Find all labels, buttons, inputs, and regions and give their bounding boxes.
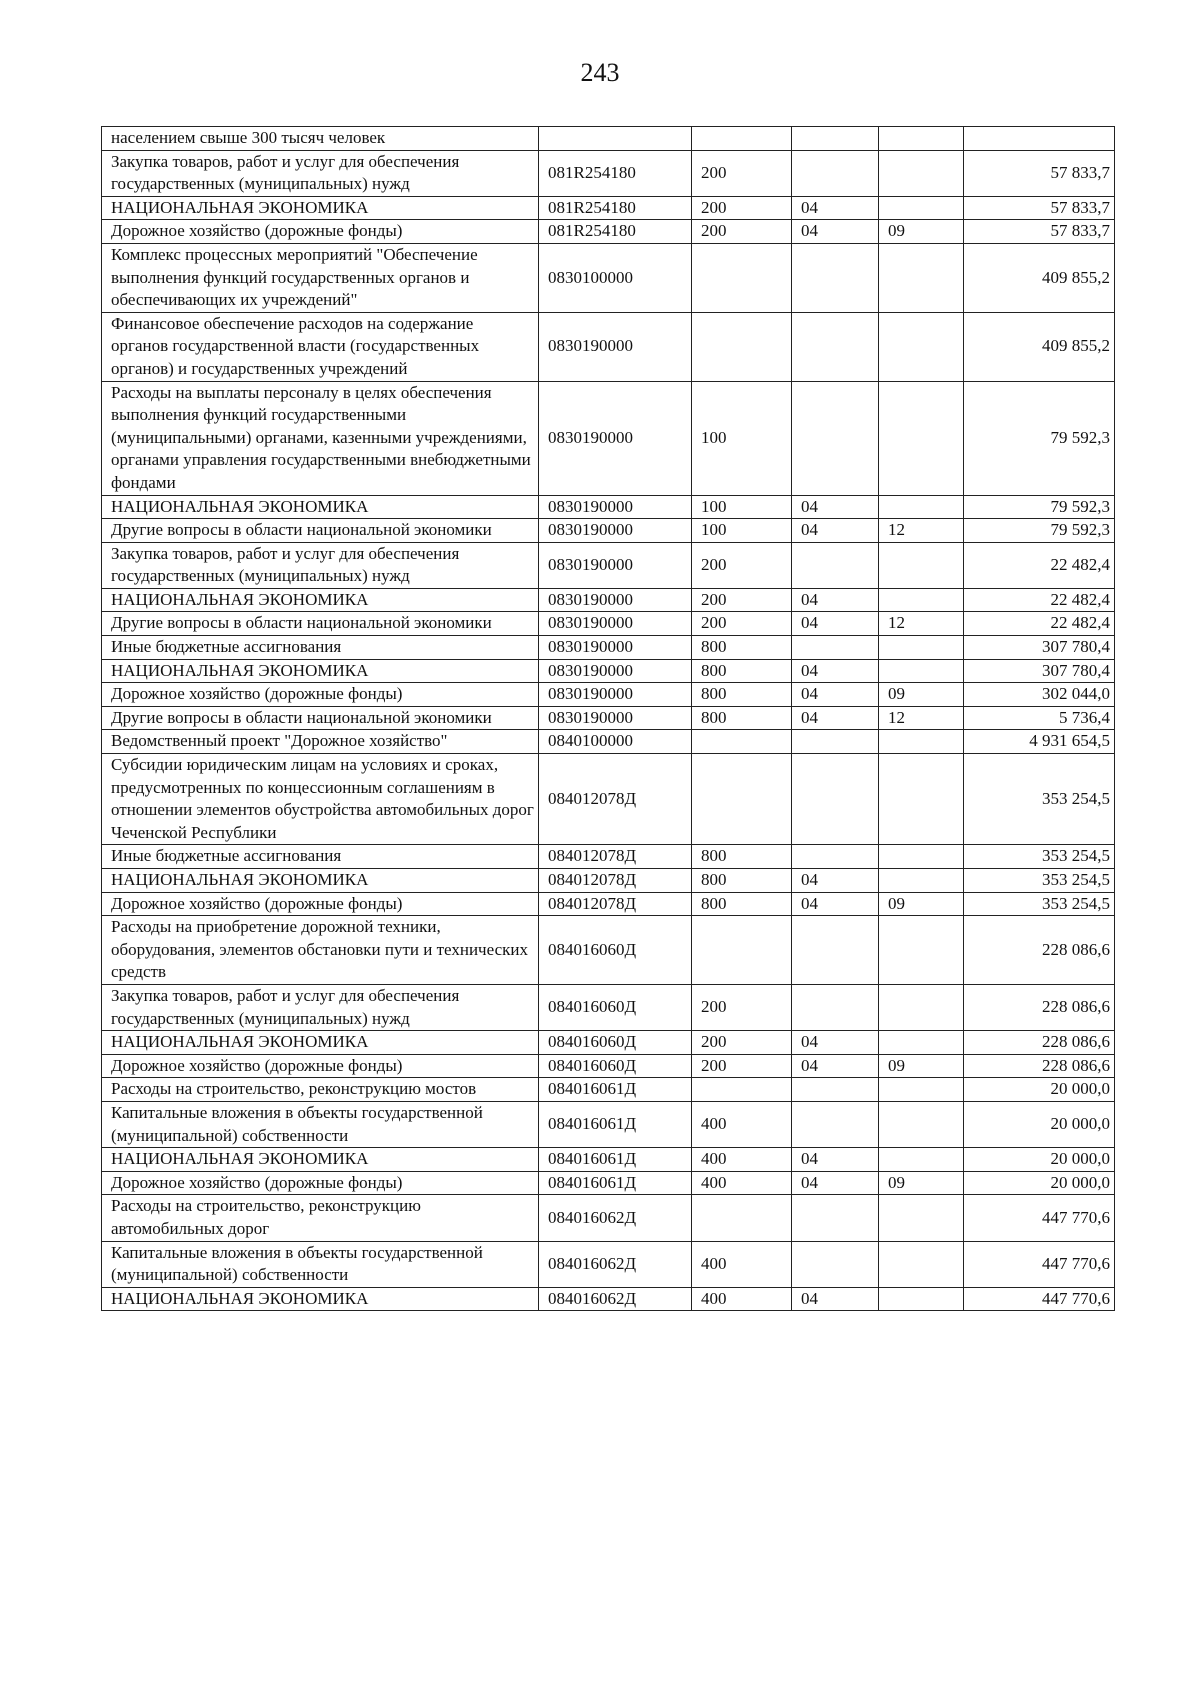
table-row (102, 1241, 1115, 1287)
row-name-cell: Ведомственный проект "Дорожное хозяйство" (102, 730, 539, 754)
amount-cell: 353 254,5 (964, 869, 1115, 893)
section-code-cell: 04 (792, 659, 879, 683)
target-article-code-cell: 0830190000 (539, 519, 692, 543)
section-code-cell: 04 (792, 869, 879, 893)
amount-cell: 409 855,2 (964, 243, 1115, 312)
target-article-code-cell: 0830100000 (539, 243, 692, 312)
target-article-code-cell: 084016061Д (539, 1148, 692, 1172)
section-code-cell: 04 (792, 196, 879, 220)
row-name-cell: Иные бюджетные ассигнования (102, 636, 539, 660)
expense-type-code-cell: 400 (692, 1287, 792, 1311)
table-row (102, 845, 1115, 869)
row-name-cell: населением свыше 300 тысяч человек (102, 127, 539, 151)
subsection-code-cell: 09 (879, 892, 964, 916)
table-row (102, 1148, 1115, 1172)
expense-type-code-cell: 200 (692, 1031, 792, 1055)
section-code-cell: 04 (792, 612, 879, 636)
row-name-cell: Расходы на выплаты персоналу в целях обеспечения выполнения функций государственными (муниципальными) органами, казенными учреждениями, органами управления государственными внебюджетными фондами (102, 381, 539, 495)
amount-cell: 447 770,6 (964, 1287, 1115, 1311)
expense-type-code-cell: 200 (692, 196, 792, 220)
table-row (102, 1171, 1115, 1195)
subsection-code-cell (879, 659, 964, 683)
amount-cell: 20 000,0 (964, 1171, 1115, 1195)
expense-type-code-cell: 800 (692, 659, 792, 683)
row-name-cell: Финансовое обеспечение расходов на содержание органов государственной власти (государственных органов) и государственных учреждений (102, 312, 539, 381)
expense-type-code-cell (692, 243, 792, 312)
page-number: 243 (580, 58, 620, 87)
row-name-cell: Закупка товаров, работ и услуг для обеспечения государственных (муниципальных) нужд (102, 984, 539, 1030)
target-article-code-cell: 084016060Д (539, 1031, 692, 1055)
amount-cell: 5 736,4 (964, 706, 1115, 730)
target-article-code-cell: 0830190000 (539, 588, 692, 612)
target-article-code-cell: 084012078Д (539, 754, 692, 845)
section-code-cell (792, 312, 879, 381)
target-article-code-cell: 0830190000 (539, 683, 692, 707)
subsection-code-cell (879, 869, 964, 893)
row-name-cell: Расходы на приобретение дорожной техники, оборудования, элементов обстановки пути и технических средств (102, 916, 539, 985)
row-name-cell: НАЦИОНАЛЬНАЯ ЭКОНОМИКА (102, 588, 539, 612)
table-row (102, 196, 1115, 220)
amount-cell: 302 044,0 (964, 683, 1115, 707)
section-code-cell (792, 1195, 879, 1241)
target-article-code-cell: 081R254180 (539, 196, 692, 220)
table-row (102, 683, 1115, 707)
expense-type-code-cell: 200 (692, 612, 792, 636)
subsection-code-cell (879, 127, 964, 151)
table-row (102, 730, 1115, 754)
amount-cell: 307 780,4 (964, 659, 1115, 683)
row-name-cell: Расходы на строительство, реконструкцию автомобильных дорог (102, 1195, 539, 1241)
subsection-code-cell (879, 845, 964, 869)
row-name-cell: Дорожное хозяйство (дорожные фонды) (102, 892, 539, 916)
subsection-code-cell (879, 984, 964, 1030)
expense-type-code-cell: 400 (692, 1148, 792, 1172)
expense-type-code-cell: 200 (692, 588, 792, 612)
target-article-code-cell: 0830190000 (539, 381, 692, 495)
row-name-cell: НАЦИОНАЛЬНАЯ ЭКОНОМИКА (102, 869, 539, 893)
amount-cell: 57 833,7 (964, 150, 1115, 196)
subsection-code-cell (879, 312, 964, 381)
target-article-code-cell: 0830190000 (539, 612, 692, 636)
target-article-code-cell: 084012078Д (539, 845, 692, 869)
section-code-cell (792, 916, 879, 985)
section-code-cell (792, 127, 879, 151)
table-row (102, 1031, 1115, 1055)
table-row (102, 706, 1115, 730)
expense-type-code-cell: 200 (692, 542, 792, 588)
section-code-cell: 04 (792, 1171, 879, 1195)
section-code-cell: 04 (792, 683, 879, 707)
subsection-code-cell: 12 (879, 706, 964, 730)
target-article-code-cell: 0830190000 (539, 636, 692, 660)
row-name-cell: Закупка товаров, работ и услуг для обеспечения государственных (муниципальных) нужд (102, 150, 539, 196)
subsection-code-cell (879, 150, 964, 196)
amount-cell: 353 254,5 (964, 892, 1115, 916)
target-article-code-cell: 0830190000 (539, 495, 692, 519)
expense-type-code-cell (692, 754, 792, 845)
target-article-code-cell: 0830190000 (539, 542, 692, 588)
target-article-code-cell: 0830190000 (539, 659, 692, 683)
expense-type-code-cell (692, 916, 792, 985)
target-article-code-cell: 081R254180 (539, 220, 692, 244)
section-code-cell (792, 1241, 879, 1287)
amount-cell: 353 254,5 (964, 845, 1115, 869)
row-name-cell: НАЦИОНАЛЬНАЯ ЭКОНОМИКА (102, 1287, 539, 1311)
expense-type-code-cell: 800 (692, 683, 792, 707)
expense-type-code-cell (692, 730, 792, 754)
expense-type-code-cell: 400 (692, 1241, 792, 1287)
row-name-cell: НАЦИОНАЛЬНАЯ ЭКОНОМИКА (102, 659, 539, 683)
expense-type-code-cell: 200 (692, 1054, 792, 1078)
row-name-cell: Субсидии юридическим лицам на условиях и сроках, предусмотренных по концессионным соглашениям в отношении элементов обустройства автомобильных дорог Чеченской Республики (102, 754, 539, 845)
row-name-cell: НАЦИОНАЛЬНАЯ ЭКОНОМИКА (102, 1031, 539, 1055)
row-name-cell: Дорожное хозяйство (дорожные фонды) (102, 683, 539, 707)
table-row (102, 892, 1115, 916)
subsection-code-cell: 09 (879, 683, 964, 707)
amount-cell: 307 780,4 (964, 636, 1115, 660)
subsection-code-cell (879, 1101, 964, 1147)
row-name-cell: Капитальные вложения в объекты государственной (муниципальной) собственности (102, 1101, 539, 1147)
target-article-code-cell: 084012078Д (539, 869, 692, 893)
table-row (102, 1101, 1115, 1147)
subsection-code-cell (879, 243, 964, 312)
expense-type-code-cell: 800 (692, 706, 792, 730)
subsection-code-cell: 09 (879, 1171, 964, 1195)
amount-cell: 228 086,6 (964, 1031, 1115, 1055)
table-row (102, 1054, 1115, 1078)
target-article-code-cell: 084016060Д (539, 984, 692, 1030)
expense-type-code-cell (692, 312, 792, 381)
section-code-cell (792, 636, 879, 660)
amount-cell: 57 833,7 (964, 220, 1115, 244)
section-code-cell: 04 (792, 588, 879, 612)
section-code-cell (792, 1101, 879, 1147)
table-row (102, 984, 1115, 1030)
row-name-cell: Дорожное хозяйство (дорожные фонды) (102, 1054, 539, 1078)
target-article-code-cell: 084016061Д (539, 1078, 692, 1102)
expense-type-code-cell: 400 (692, 1101, 792, 1147)
amount-cell: 228 086,6 (964, 916, 1115, 985)
amount-cell: 79 592,3 (964, 495, 1115, 519)
amount-cell: 447 770,6 (964, 1241, 1115, 1287)
amount-cell: 79 592,3 (964, 381, 1115, 495)
section-code-cell (792, 243, 879, 312)
subsection-code-cell (879, 1241, 964, 1287)
amount-cell: 20 000,0 (964, 1148, 1115, 1172)
subsection-code-cell (879, 1195, 964, 1241)
section-code-cell: 04 (792, 220, 879, 244)
table-row (102, 916, 1115, 985)
subsection-code-cell (879, 754, 964, 845)
expense-type-code-cell: 200 (692, 220, 792, 244)
amount-cell: 20 000,0 (964, 1101, 1115, 1147)
subsection-code-cell (879, 542, 964, 588)
table-row (102, 754, 1115, 845)
expense-type-code-cell: 400 (692, 1171, 792, 1195)
amount-cell: 22 482,4 (964, 612, 1115, 636)
table-row (102, 869, 1115, 893)
target-article-code-cell: 0840100000 (539, 730, 692, 754)
target-article-code-cell: 084016061Д (539, 1101, 692, 1147)
row-name-cell: Комплекс процессных мероприятий "Обеспечение выполнения функций государственных органов и обеспечивающих их учреждений" (102, 243, 539, 312)
section-code-cell (792, 845, 879, 869)
table-row (102, 1195, 1115, 1241)
amount-cell: 353 254,5 (964, 754, 1115, 845)
row-name-cell: НАЦИОНАЛЬНАЯ ЭКОНОМИКА (102, 495, 539, 519)
subsection-code-cell: 12 (879, 612, 964, 636)
target-article-code-cell: 084016060Д (539, 1054, 692, 1078)
amount-cell: 79 592,3 (964, 519, 1115, 543)
amount-cell: 20 000,0 (964, 1078, 1115, 1102)
section-code-cell: 04 (792, 892, 879, 916)
amount-cell: 447 770,6 (964, 1195, 1115, 1241)
section-code-cell: 04 (792, 1287, 879, 1311)
section-code-cell: 04 (792, 1031, 879, 1055)
row-name-cell: Другие вопросы в области национальной экономики (102, 612, 539, 636)
target-article-code-cell: 0830190000 (539, 706, 692, 730)
expense-type-code-cell: 800 (692, 845, 792, 869)
row-name-cell: Другие вопросы в области национальной экономики (102, 519, 539, 543)
subsection-code-cell (879, 1287, 964, 1311)
budget-table (101, 126, 1115, 1311)
budget-table-body (102, 127, 1115, 1311)
table-row (102, 312, 1115, 381)
section-code-cell (792, 984, 879, 1030)
subsection-code-cell (879, 381, 964, 495)
target-article-code-cell: 084016060Д (539, 916, 692, 985)
row-name-cell: Иные бюджетные ассигнования (102, 845, 539, 869)
subsection-code-cell: 12 (879, 519, 964, 543)
amount-cell: 409 855,2 (964, 312, 1115, 381)
subsection-code-cell (879, 588, 964, 612)
section-code-cell (792, 1078, 879, 1102)
expense-type-code-cell (692, 1078, 792, 1102)
amount-cell: 228 086,6 (964, 984, 1115, 1030)
section-code-cell: 04 (792, 1148, 879, 1172)
target-article-code-cell (539, 127, 692, 151)
row-name-cell: НАЦИОНАЛЬНАЯ ЭКОНОМИКА (102, 196, 539, 220)
target-article-code-cell: 084016062Д (539, 1195, 692, 1241)
expense-type-code-cell (692, 1195, 792, 1241)
subsection-code-cell (879, 1031, 964, 1055)
table-row (102, 542, 1115, 588)
target-article-code-cell: 084012078Д (539, 892, 692, 916)
row-name-cell: Расходы на строительство, реконструкцию мостов (102, 1078, 539, 1102)
table-row (102, 150, 1115, 196)
section-code-cell: 04 (792, 1054, 879, 1078)
expense-type-code-cell (692, 127, 792, 151)
subsection-code-cell (879, 1078, 964, 1102)
row-name-cell: Капитальные вложения в объекты государственной (муниципальной) собственности (102, 1241, 539, 1287)
subsection-code-cell (879, 636, 964, 660)
table-row (102, 220, 1115, 244)
table-row (102, 243, 1115, 312)
table-row (102, 612, 1115, 636)
subsection-code-cell (879, 495, 964, 519)
row-name-cell: Дорожное хозяйство (дорожные фонды) (102, 1171, 539, 1195)
section-code-cell: 04 (792, 495, 879, 519)
subsection-code-cell (879, 1148, 964, 1172)
expense-type-code-cell: 200 (692, 150, 792, 196)
table-row (102, 495, 1115, 519)
target-article-code-cell: 0830190000 (539, 312, 692, 381)
section-code-cell: 04 (792, 519, 879, 543)
subsection-code-cell: 09 (879, 1054, 964, 1078)
expense-type-code-cell: 100 (692, 495, 792, 519)
amount-cell: 228 086,6 (964, 1054, 1115, 1078)
table-row (102, 127, 1115, 151)
expense-type-code-cell: 800 (692, 892, 792, 916)
section-code-cell (792, 150, 879, 196)
expense-type-code-cell: 100 (692, 381, 792, 495)
section-code-cell (792, 381, 879, 495)
expense-type-code-cell: 100 (692, 519, 792, 543)
table-row (102, 381, 1115, 495)
row-name-cell: НАЦИОНАЛЬНАЯ ЭКОНОМИКА (102, 1148, 539, 1172)
target-article-code-cell: 084016061Д (539, 1171, 692, 1195)
subsection-code-cell (879, 730, 964, 754)
expense-type-code-cell: 800 (692, 869, 792, 893)
amount-cell: 22 482,4 (964, 588, 1115, 612)
subsection-code-cell (879, 196, 964, 220)
amount-cell: 22 482,4 (964, 542, 1115, 588)
table-row (102, 636, 1115, 660)
section-code-cell: 04 (792, 706, 879, 730)
subsection-code-cell (879, 916, 964, 985)
section-code-cell (792, 754, 879, 845)
section-code-cell (792, 730, 879, 754)
amount-cell: 4 931 654,5 (964, 730, 1115, 754)
expense-type-code-cell: 800 (692, 636, 792, 660)
target-article-code-cell: 084016062Д (539, 1287, 692, 1311)
row-name-cell: Другие вопросы в области национальной экономики (102, 706, 539, 730)
table-row (102, 588, 1115, 612)
subsection-code-cell: 09 (879, 220, 964, 244)
row-name-cell: Дорожное хозяйство (дорожные фонды) (102, 220, 539, 244)
target-article-code-cell: 081R254180 (539, 150, 692, 196)
table-row (102, 1078, 1115, 1102)
amount-cell: 57 833,7 (964, 196, 1115, 220)
amount-cell (964, 127, 1115, 151)
expense-type-code-cell: 200 (692, 984, 792, 1030)
table-row (102, 659, 1115, 683)
table-row (102, 1287, 1115, 1311)
section-code-cell (792, 542, 879, 588)
row-name-cell: Закупка товаров, работ и услуг для обеспечения государственных (муниципальных) нужд (102, 542, 539, 588)
table-row (102, 519, 1115, 543)
target-article-code-cell: 084016062Д (539, 1241, 692, 1287)
